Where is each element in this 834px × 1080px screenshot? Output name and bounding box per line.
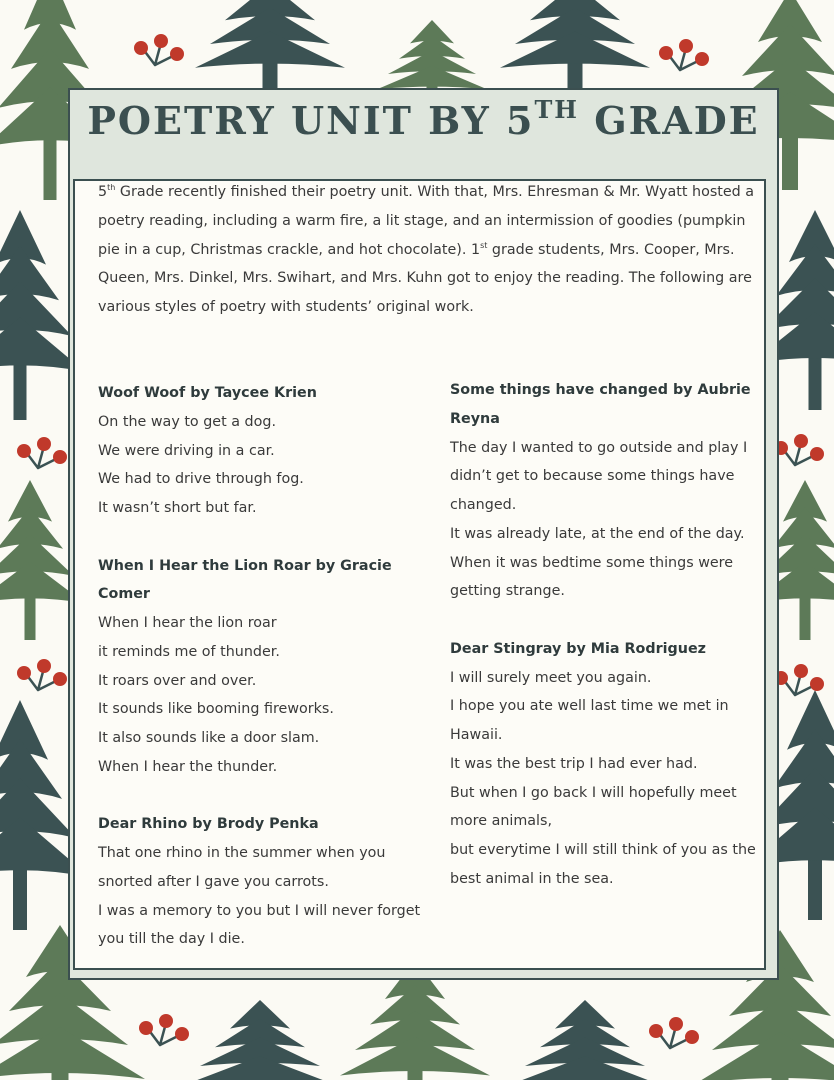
poem-line: I hope you ate well last time we met in Hawaii. <box>450 698 729 743</box>
poem <box>98 379 438 523</box>
page-title <box>70 95 777 143</box>
intro-paragraph <box>98 178 758 322</box>
poem-title: Some things have changed by Aubrie Reyna <box>450 382 751 427</box>
intro-sup-2: st <box>480 240 488 250</box>
poem-line: When it was bedtime some things were getting strange. <box>450 554 734 600</box>
poem-line: But when I go back I will hopefully meet more animals, <box>450 784 737 830</box>
poem-line: We were driving in a car. <box>98 442 275 459</box>
holly-berries-icon <box>17 437 67 468</box>
intro-text-2: Grade recently finished their poetry unit. With that, Mrs. Ehresman & Mr. Wyatt hosted a poetry reading, including a warm fire, a lit stage, and an intermission of goodies (pumpkin pie in a cup, Christmas crackle, and hot chocolate). 1 <box>98 184 755 258</box>
holly-berries-icon <box>649 1017 699 1048</box>
intro-sup-1: th <box>107 183 116 193</box>
poem-line: It also sounds like a door slam. <box>98 730 320 746</box>
holly-berries-icon <box>17 659 67 690</box>
poems-left-column <box>98 379 438 983</box>
holly-berries-icon <box>134 34 184 65</box>
poem-line: It wasn’t short but far. <box>98 500 257 516</box>
title-end: GRADE <box>578 98 760 143</box>
poem <box>98 810 438 954</box>
poem-line: I was a memory to you but I will never forget you till the day I die. <box>98 902 421 948</box>
poem-line: When I hear the lion roar <box>98 615 277 631</box>
poem <box>98 552 438 782</box>
title-superscript: TH <box>534 95 579 125</box>
holly-berries-icon <box>774 664 824 695</box>
pine-tree-icon <box>185 1000 335 1080</box>
pine-tree-icon <box>510 1000 660 1080</box>
poem-line: The day I wanted to go outside and play I didn’t get to because some things have changed. <box>450 439 748 513</box>
holly-berries-icon <box>774 434 824 465</box>
poem <box>450 376 762 606</box>
title-main: POETRY UNIT BY 5 <box>87 98 535 143</box>
poem-title: Dear Stingray by Mia Rodriguez <box>450 640 706 657</box>
intro-text-1: 5 <box>98 184 108 200</box>
intro-text-3: grade students, Mrs. Cooper, Mrs. Queen, Mrs. Dinkel, Mrs. Swihart, and Mrs. Kuhn got to enjoy the reading. The following are various styles of poetry with students’ original work. <box>98 241 752 315</box>
poem-line: It was the best trip I had ever had. <box>450 755 698 772</box>
poem-line: It sounds like booming fireworks. <box>98 701 334 718</box>
pine-tree-icon <box>500 0 650 100</box>
poem-line: I will surely meet you again. <box>450 669 652 686</box>
poem <box>450 635 762 894</box>
poem-title: When I Hear the Lion Roar by Gracie Comer <box>98 557 392 603</box>
holly-berries-icon <box>659 39 709 70</box>
poem-line: That one rhino in the summer when you snorted after I gave you carrots. <box>98 845 386 890</box>
pine-tree-icon <box>195 0 345 100</box>
poem-line: On the way to get a dog. <box>98 413 276 430</box>
poem-line: When I hear the thunder. <box>98 758 278 775</box>
poems-right-column <box>450 376 762 922</box>
poem-line: It roars over and over. <box>98 672 257 689</box>
poem-line: it reminds me of thunder. <box>98 643 280 660</box>
poem-line: We had to drive through fog. <box>98 471 304 488</box>
poem-line: but everytime I will still think of you as the best animal in the sea. <box>450 842 756 887</box>
poem-line: It was already late, at the end of the day. <box>450 525 745 542</box>
holly-berries-icon <box>139 1014 189 1045</box>
poem-title: Woof Woof by Taycee Krien <box>98 385 317 401</box>
poem-title: Dear Rhino by Brody Penka <box>98 816 319 833</box>
